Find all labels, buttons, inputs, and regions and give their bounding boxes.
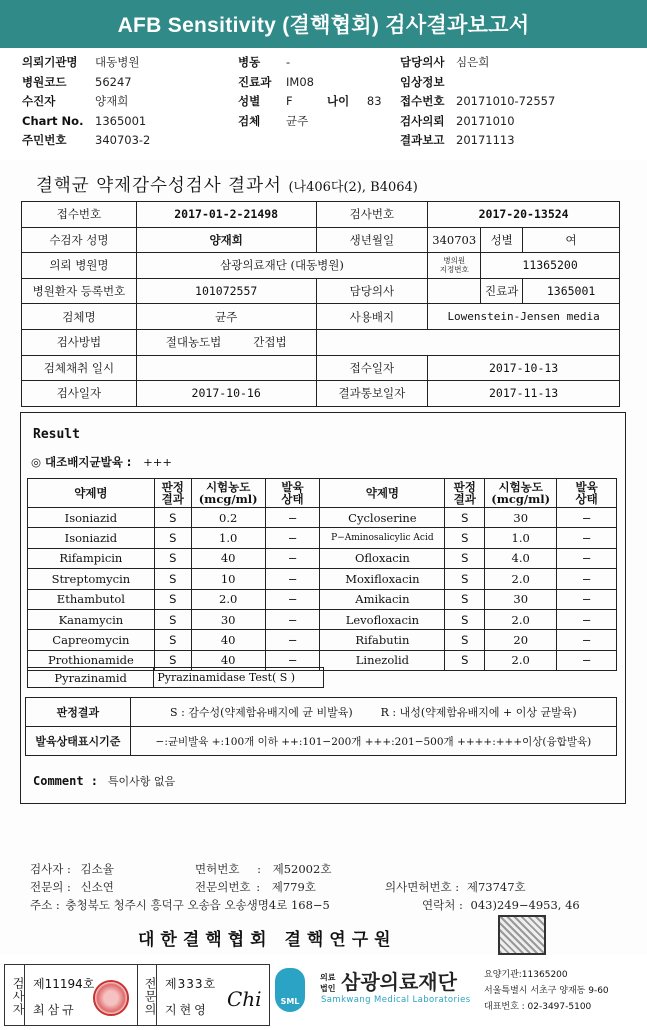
comment-line: Comment : 특이사항 없음 [33,774,176,788]
company-logo: SML [275,968,305,1012]
drug-growth: − [265,508,320,528]
report-code: (나406다(2), B4064) [288,180,418,195]
legend-table [25,697,617,756]
header-field-label: 임상정보 [400,74,445,89]
institute-stamp [498,915,546,955]
red-seal [93,980,129,1016]
header-field-value: 20171010-72557 [456,94,556,108]
header-field-label: 검체 [238,113,261,128]
drug-result: S [445,508,485,528]
header-field [400,115,555,135]
drug-growth: − [557,589,617,609]
header-field-label: 결과보고 [400,133,445,147]
info-value: 101072557 [136,278,316,304]
drug-conc: 0.2 [191,508,265,528]
header-growth: 발육 상태 [265,479,320,508]
info-label: 병원환자 등록번호 [22,278,137,304]
report-banner-title: AFB Sensitivity (결핵협회) 검사결과보고서 [0,0,647,48]
drug-result: S [154,609,191,629]
header-field [22,56,150,76]
drug-row [28,589,617,609]
drug-result: S [445,528,485,548]
specialist-license-line: 전문의번호 : 제779호 [195,880,316,894]
info-value: 11365200 [481,253,620,279]
info-label: 검체채취 일시 [22,355,137,381]
header-field [22,115,150,135]
info-value: 균주 [136,304,316,330]
drug-result: S [445,650,485,670]
drug-name: Kanamycin [28,609,155,629]
header-field-value: 20171113 [456,133,515,147]
drug-growth: − [557,630,617,650]
info-value: 삼광의료재단 (대동병원) [136,253,427,279]
drug-conc: 30 [191,609,265,629]
header-field [22,76,150,96]
info-label: 접수번호 [22,202,137,228]
info-label: 병의원 지정번호 [428,253,481,279]
drug-growth: − [557,609,617,629]
drug-growth: − [265,650,320,670]
header-field-label: 성별 [238,94,261,108]
header-field-label: 주민번호 [22,133,67,147]
drug-row [28,508,617,528]
footer [0,960,647,1030]
drug-name: P−Aminosalicylic Acid [320,528,445,548]
drug-result: S [445,569,485,589]
info-value: 2017-01-2-21498 [136,202,316,228]
growth-label: 발육상태표시기준 [26,727,131,756]
drug-row [28,548,617,568]
drug-row [28,569,617,589]
age-value: 83 [366,94,382,108]
drug-result: S [154,528,191,548]
blank-cell [316,329,620,355]
info-label: 검사일자 [22,381,137,407]
drug-conc: 20 [485,630,557,650]
info-value [428,278,481,304]
corp-label: 의료 법인 [320,973,336,993]
growth-text: −:균비발육 +:100개 이하 ++:101−200개 +++:201−500개 ++++:+++이상(융합발육) [130,727,616,756]
tester-vertical-label: 검사자 [5,965,25,1025]
header-field-label: 병원코드 [22,74,67,89]
info-value: 여 [523,227,620,253]
report-title: 결핵균 약제감수성검사 결과서 (나406다(2), B4064) [36,176,418,196]
drug-row [28,609,617,629]
drug-growth: − [265,569,320,589]
info-table [21,201,620,407]
drug-row [28,528,617,548]
header-field-value: - [286,55,291,69]
header-drug: 약제명 [320,479,445,508]
pza-name: Pyrazinamid [28,668,154,688]
company-address: 서울특별시 서초구 양재동 9-60 [484,986,609,996]
drug-name: Levofloxacin [320,609,445,629]
header-col3 [400,56,555,154]
drug-result: S [154,650,191,670]
drug-result: S [154,589,191,609]
drug-result: S [154,508,191,528]
drug-result: S [154,548,191,568]
header-field-value: IM08 [286,74,314,89]
drug-name: Ofloxacin [320,548,445,568]
company-phone: 대표번호 : 02-3497-5100 [484,1002,592,1012]
drug-conc: 40 [191,630,265,650]
header-field [238,95,314,115]
result-box [20,412,626,804]
drug-name: Moxifloxacin [320,569,445,589]
drug-name: Cycloserine [320,508,445,528]
header-growth: 발육 상태 [557,479,617,508]
info-label: 검체명 [22,304,137,330]
doctor-license-line: 의사면허번호 : 제73747호 [385,880,526,894]
drug-growth: − [265,609,320,629]
drug-growth: − [557,528,617,548]
header-result: 판정 결과 [154,479,191,508]
drug-name: Prothionamide [28,650,155,670]
header-field-label: 병동 [238,55,261,69]
drug-name: Ethambutol [28,589,155,609]
drug-result: S [154,630,191,650]
company-english: Samkwang Medical Laboratories [321,995,471,1005]
info-value: 1365001 [523,278,620,304]
drug-conc: 1.0 [191,528,265,548]
institute-name: 대한결핵협회 결핵연구원 [138,930,397,950]
header-field-label: 담당의사 [400,55,445,69]
header-field [22,95,150,115]
specialist-license-no: 제333호 [165,977,217,991]
header-field-value: 심은희 [456,55,490,69]
license-line: 면허번호 : 제52002호 [195,862,332,876]
header-conc: 시험농도 (mcg/ml) [485,479,557,508]
institution-code: 요양기관:11365200 [484,970,568,980]
drug-conc: 40 [191,650,265,670]
phone-line: 연락처 : 043)249−4953, 46 [422,898,580,912]
drug-conc: 2.0 [485,569,557,589]
header-col2 [238,56,314,134]
header-drug: 약제명 [28,479,155,508]
header-field-value: 양재희 [95,94,129,108]
tester-license-no: 제11194호 [33,977,95,991]
info-label: 담당의사 [316,278,428,304]
drug-growth: − [557,650,617,670]
info-label: 검사방법 [22,329,137,355]
drug-name: Amikacin [320,589,445,609]
specialist-line: 전문의 : 신소연 [30,880,114,894]
drug-result: S [445,630,485,650]
info-value: Lowenstein-Jensen media [428,304,620,330]
address-line: 주소 : 충청북도 청주시 흥덕구 오송읍 오송생명4로 168−5 [30,898,330,912]
header-field-label: 접수번호 [400,94,445,108]
drug-row [28,630,617,650]
company-name: 삼광의료재단 [341,970,457,994]
info-value: 양재희 [136,227,316,253]
info-value: 절대농도법 간접법 [136,329,316,355]
pza-result: Pyrazinamidase Test( S ) [154,668,324,688]
drug-conc: 30 [485,508,557,528]
drug-result: S [445,609,485,629]
info-label: 결과통보일자 [316,381,428,407]
scanned-report [0,160,647,955]
judge-text: S : 감수성(약제함유배지에 균 비발육) R : 내성(약제함유배지에 + 이상 균발육) [130,698,616,727]
header-field [22,134,150,154]
drug-result: S [445,589,485,609]
signature-box [4,964,270,1026]
drug-header-row [28,479,617,508]
drug-name: Streptomycin [28,569,155,589]
header-field-label: 수진자 [22,94,56,108]
drug-name: Linezolid [320,650,445,670]
header-field-value: 56247 [95,74,132,89]
tester-name: 최삼규 [33,1003,77,1017]
header-field-value: 20171010 [456,113,515,128]
info-label: 사용배지 [316,304,428,330]
info-value: 340703 [428,227,481,253]
info-label: 수검자 성명 [22,227,137,253]
info-value: 2017-20-13524 [428,202,620,228]
drug-growth: − [265,548,320,568]
specialist-name: 지현영 [165,1003,209,1017]
drug-conc: 10 [191,569,265,589]
header-conc: 시험농도 (mcg/ml) [191,479,265,508]
drug-growth: − [557,548,617,568]
info-value [136,355,316,381]
info-value: 2017-10-13 [428,355,620,381]
specialist-vertical-label: 전문의 [137,965,157,1025]
judge-label: 판정결과 [26,698,131,727]
drug-growth: − [557,569,617,589]
header-field [400,95,555,115]
header-field [238,115,314,135]
header-field-value: 1365001 [95,113,147,128]
info-label: 접수일자 [316,355,428,381]
age-label: 나이 [327,94,350,108]
header-field-value: 대동병원 [95,55,140,69]
header-field-value: F [286,94,293,108]
info-label: 성별 [481,227,523,253]
drug-growth: − [265,528,320,548]
tester-line: 검사자 : 김소율 [30,862,114,876]
drug-name: Isoniazid [28,508,155,528]
drug-growth: − [557,508,617,528]
culture-line: ◎ 대조배지균발육 : +++ [31,455,172,469]
header-field-label: 의뢰기관명 [22,55,78,69]
header-field-value: 균주 [286,113,309,128]
header-field-label: 검사의뢰 [400,113,445,128]
info-value: 2017-10-16 [136,381,316,407]
handwritten-signature: Chi [227,987,262,1011]
drug-name: Capreomycin [28,630,155,650]
info-label: 검사번호 [316,202,428,228]
drug-conc: 2.0 [191,589,265,609]
header-field [400,56,555,76]
drug-conc: 1.0 [485,528,557,548]
info-label: 생년월일 [316,227,428,253]
result-label: Result [33,427,80,442]
drug-table [27,478,617,671]
header-field [400,134,555,154]
info-label: 의뢰 병원명 [22,253,137,279]
info-value: 2017-11-13 [428,381,620,407]
header-field [238,76,314,96]
drug-name: Rifabutin [320,630,445,650]
drug-conc: 40 [191,548,265,568]
header-field-value: 340703-2 [95,133,151,147]
drug-name: Rifampicin [28,548,155,568]
drug-conc: 2.0 [485,650,557,670]
header-field [238,56,314,76]
header-result: 판정 결과 [445,479,485,508]
drug-conc: 30 [485,589,557,609]
drug-growth: − [265,630,320,650]
drug-conc: 4.0 [485,548,557,568]
header-col1 [22,56,150,154]
header-field-label: 진료과 [238,74,272,89]
drug-growth: − [265,589,320,609]
header-age [327,95,382,108]
pza-table [27,667,324,688]
drug-result: S [154,569,191,589]
header-field [400,76,555,96]
header-field-label: Chart No. [22,113,84,128]
drug-name: Isoniazid [28,528,155,548]
drug-result: S [445,548,485,568]
drug-conc: 2.0 [485,609,557,629]
info-label: 진료과 [481,278,523,304]
